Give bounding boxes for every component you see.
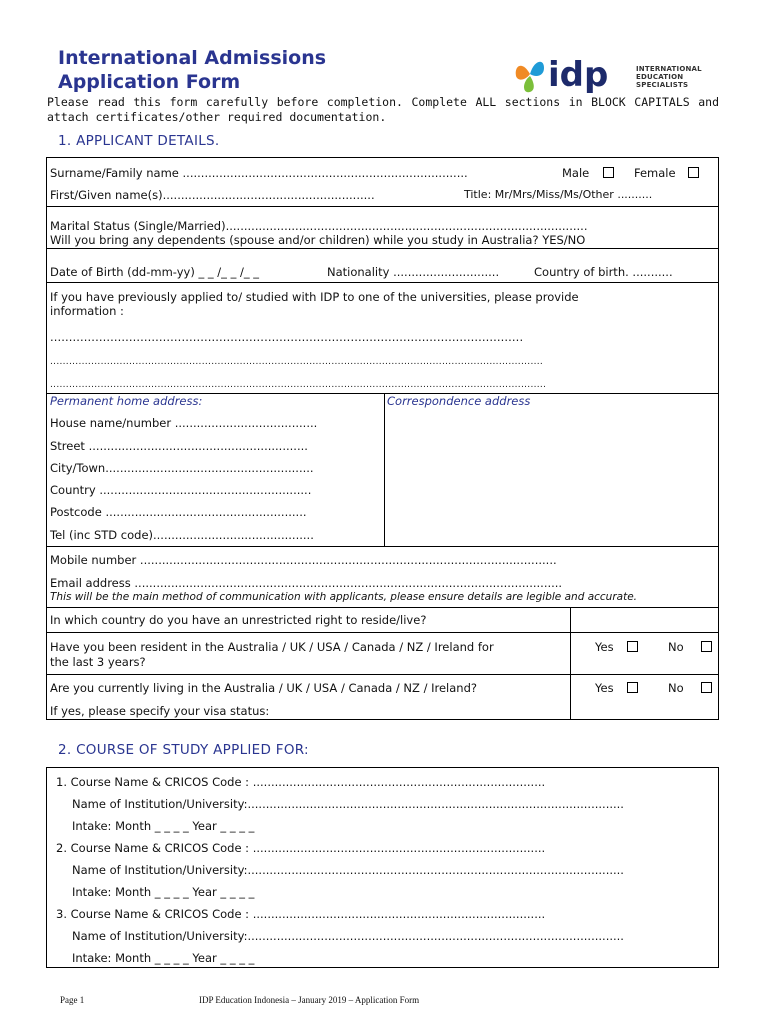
tel-field[interactable]: Tel (inc STD code)............................................ xyxy=(50,528,314,542)
title-field[interactable]: Title: Mr/Mrs/Miss/Ms/Other .......... xyxy=(464,188,653,201)
resident-question-line2: the last 3 years? xyxy=(50,655,146,669)
permanent-address-label: Permanent home address: xyxy=(50,394,203,408)
course3-field[interactable]: 3. Course Name & CRICOS Code : ................................................................................ xyxy=(56,907,546,921)
visa-status-question[interactable]: If yes, please specify your visa status: xyxy=(50,704,270,718)
dob-field[interactable]: Date of Birth (dd-mm-yy) _ _ /_ _ /_ _ xyxy=(50,265,260,279)
footer-page-number: Page 1 xyxy=(60,995,85,1005)
course2-intake-field[interactable]: Intake: Month _ _ _ _ Year _ _ _ _ xyxy=(72,885,255,899)
form-title-line2: Application Form xyxy=(58,71,241,93)
footer-center-text: IDP Education Indonesia – January 2019 – Application Form xyxy=(199,995,420,1005)
house-field[interactable]: House name/number ....................................... xyxy=(50,416,318,430)
section1-heading: 1. APPLICANT DETAILS. xyxy=(58,133,220,149)
course1-field[interactable]: 1. Course Name & CRICOS Code : ................................................................................ xyxy=(56,775,546,789)
previous-application-dots-2[interactable]: ............................................................................................................................................................ xyxy=(50,357,544,367)
surname-field[interactable]: Surname/Family name .............................................................................. xyxy=(50,166,468,180)
country-field[interactable]: Country .......................................................... xyxy=(50,483,312,497)
living-no-label: No xyxy=(668,681,684,695)
form-title-line1: International Admissions xyxy=(58,47,327,69)
female-checkbox[interactable] xyxy=(688,167,699,178)
living-no-checkbox[interactable] xyxy=(701,682,712,693)
idp-butterfly-icon xyxy=(512,52,609,98)
previous-application-dots-1[interactable]: .............................................................................................................................. xyxy=(50,330,524,344)
section2-heading: 2. COURSE OF STUDY APPLIED FOR: xyxy=(58,742,309,758)
course1-intake-field[interactable]: Intake: Month _ _ _ _ Year _ _ _ _ xyxy=(72,819,255,833)
previous-application-question-line1: If you have previously applied to/ studied with IDP to one of the universities, please provide xyxy=(50,290,579,304)
previous-application-dots-3[interactable]: ............................................................................................................................................................. xyxy=(50,380,547,390)
correspondence-address-label: Correspondence address xyxy=(387,394,531,408)
form-title xyxy=(58,46,326,94)
course3-institution-field[interactable]: Name of Institution/University:....................................................................................................... xyxy=(72,929,624,943)
living-yes-label: Yes xyxy=(595,681,614,695)
email-note: This will be the main method of communication with applicants, please ensure details are legible and accurate. xyxy=(50,591,637,603)
course2-field[interactable]: 2. Course Name & CRICOS Code : ................................................................................ xyxy=(56,841,546,855)
city-field[interactable]: City/Town......................................................... xyxy=(50,461,314,475)
previous-application-question-line2: information : xyxy=(50,304,124,318)
course3-intake-field[interactable]: Intake: Month _ _ _ _ Year _ _ _ _ xyxy=(72,951,255,965)
living-question: Are you currently living in the Australia / UK / USA / Canada / NZ / Ireland? xyxy=(50,681,477,695)
dependents-question: Will you bring any dependents (spouse and/or children) while you study in Australia? YES/NO xyxy=(50,233,586,247)
resident-yes-checkbox[interactable] xyxy=(627,641,638,652)
resident-question-line1: Have you been resident in the Australia / UK / USA / Canada / NZ / Ireland for xyxy=(50,640,494,654)
male-checkbox[interactable] xyxy=(603,167,614,178)
logo-tagline: INTERNATIONAL EDUCATION SPECIALISTS xyxy=(636,65,702,89)
idp-logo xyxy=(512,52,712,98)
course1-institution-field[interactable]: Name of Institution/University:....................................................................................................... xyxy=(72,797,624,811)
living-yes-checkbox[interactable] xyxy=(627,682,638,693)
female-label: Female xyxy=(634,166,676,180)
course2-institution-field[interactable]: Name of Institution/University:....................................................................................................... xyxy=(72,863,624,877)
logo-text: idp xyxy=(548,55,609,95)
resident-no-label: No xyxy=(668,640,684,654)
resident-no-checkbox[interactable] xyxy=(701,641,712,652)
reside-question: In which country do you have an unrestricted right to reside/live? xyxy=(50,613,427,627)
street-field[interactable]: Street ............................................................ xyxy=(50,439,308,453)
first-name-field[interactable]: First/Given name(s).......................................................... xyxy=(50,188,375,202)
male-label: Male xyxy=(562,166,590,180)
nationality-field[interactable]: Nationality ............................. xyxy=(327,265,500,279)
postcode-field[interactable]: Postcode ....................................................... xyxy=(50,505,307,519)
resident-yes-label: Yes xyxy=(595,640,614,654)
intro-text: Please read this form carefully before completion. Complete ALL sections in BLOCK CAPITALS and attach certificates/other required documentation. xyxy=(47,95,719,124)
email-field[interactable]: Email address ..................................................................................................................... xyxy=(50,576,563,590)
mobile-field[interactable]: Mobile number .................................................................................................................. xyxy=(50,553,557,567)
country-of-birth-field[interactable]: Country of birth. ........... xyxy=(534,265,673,279)
marital-status-field[interactable]: Marital Status (Single/Married)................................................................................................... xyxy=(50,219,588,233)
